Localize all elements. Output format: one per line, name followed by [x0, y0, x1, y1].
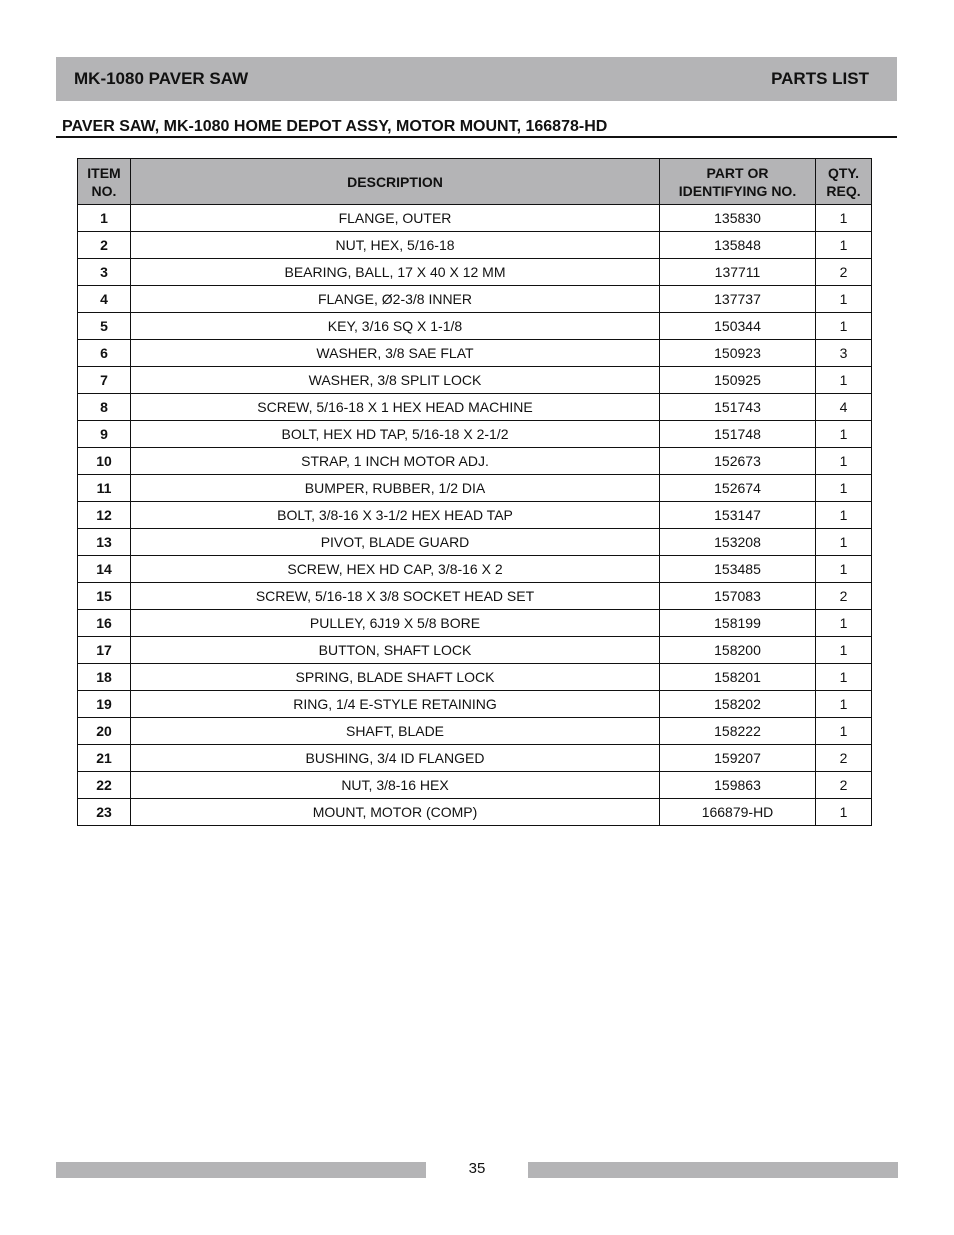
description-cell: KEY, 3/16 SQ X 1-1/8: [131, 313, 660, 340]
qty-cell: 1: [816, 718, 872, 745]
item-no-cell: 8: [78, 394, 131, 421]
item-no-cell: 6: [78, 340, 131, 367]
qty-cell: 1: [816, 799, 872, 826]
description-cell: SPRING, BLADE SHAFT LOCK: [131, 664, 660, 691]
table-row: [78, 664, 872, 691]
header-part-no: PART OR IDENTIFYING NO.: [660, 159, 816, 205]
item-no-cell: 15: [78, 583, 131, 610]
item-no-cell: 13: [78, 529, 131, 556]
item-no-cell: 11: [78, 475, 131, 502]
description-cell: STRAP, 1 INCH MOTOR ADJ.: [131, 448, 660, 475]
table-row: [78, 286, 872, 313]
item-no-cell: 16: [78, 610, 131, 637]
item-no-cell: 10: [78, 448, 131, 475]
item-no-cell: 7: [78, 367, 131, 394]
description-cell: BOLT, HEX HD TAP, 5/16-18 X 2-1/2: [131, 421, 660, 448]
item-no-cell: 23: [78, 799, 131, 826]
item-no-cell: 14: [78, 556, 131, 583]
qty-cell: 3: [816, 340, 872, 367]
description-cell: WASHER, 3/8 SAE FLAT: [131, 340, 660, 367]
header-right-title: PARTS LIST: [771, 69, 869, 88]
part-no-cell: 158201: [660, 664, 816, 691]
part-no-cell: 157083: [660, 583, 816, 610]
description-cell: SCREW, HEX HD CAP, 3/8-16 X 2: [131, 556, 660, 583]
description-cell: BUSHING, 3/4 ID FLANGED: [131, 745, 660, 772]
item-no-cell: 12: [78, 502, 131, 529]
item-no-cell: 1: [78, 205, 131, 232]
description-cell: WASHER, 3/8 SPLIT LOCK: [131, 367, 660, 394]
qty-cell: 2: [816, 772, 872, 799]
part-no-cell: 166879-HD: [660, 799, 816, 826]
part-no-cell: 150344: [660, 313, 816, 340]
parts-table: [77, 158, 872, 826]
table-header-row: [78, 159, 872, 205]
part-no-cell: 135830: [660, 205, 816, 232]
description-cell: BUTTON, SHAFT LOCK: [131, 637, 660, 664]
table-row: [78, 448, 872, 475]
table-row: [78, 367, 872, 394]
table-row: [78, 583, 872, 610]
table-row: [78, 718, 872, 745]
header-description: DESCRIPTION: [131, 159, 660, 205]
table-row: [78, 772, 872, 799]
qty-cell: 1: [816, 529, 872, 556]
footer-bar-left: [56, 1162, 426, 1178]
part-no-cell: 150925: [660, 367, 816, 394]
item-no-cell: 18: [78, 664, 131, 691]
qty-cell: 1: [816, 556, 872, 583]
header-item-no: ITEM NO.: [78, 159, 131, 205]
table-row: [78, 799, 872, 826]
header-left-title: MK-1080 PAVER SAW: [74, 69, 249, 88]
item-no-cell: 3: [78, 259, 131, 286]
part-no-cell: 135848: [660, 232, 816, 259]
table-row: [78, 556, 872, 583]
part-no-cell: 158200: [660, 637, 816, 664]
item-no-cell: 21: [78, 745, 131, 772]
qty-cell: 2: [816, 583, 872, 610]
table-row: [78, 637, 872, 664]
footer-bar-right: [528, 1162, 898, 1178]
part-no-cell: 137711: [660, 259, 816, 286]
description-cell: MOUNT, MOTOR (COMP): [131, 799, 660, 826]
part-no-cell: 159863: [660, 772, 816, 799]
table-row: [78, 529, 872, 556]
section-title: PAVER SAW, MK-1080 HOME DEPOT ASSY, MOTOR MOUNT, 166878-HD: [56, 118, 897, 138]
description-cell: RING, 1/4 E-STYLE RETAINING: [131, 691, 660, 718]
item-no-cell: 2: [78, 232, 131, 259]
description-cell: FLANGE, OUTER: [131, 205, 660, 232]
description-cell: SHAFT, BLADE: [131, 718, 660, 745]
qty-cell: 1: [816, 421, 872, 448]
qty-cell: 1: [816, 610, 872, 637]
item-no-cell: 5: [78, 313, 131, 340]
qty-cell: 1: [816, 448, 872, 475]
part-no-cell: 151748: [660, 421, 816, 448]
description-cell: PULLEY, 6J19 X 5/8 BORE: [131, 610, 660, 637]
part-no-cell: 137737: [660, 286, 816, 313]
qty-cell: 1: [816, 691, 872, 718]
description-cell: NUT, 3/8-16 HEX: [131, 772, 660, 799]
item-no-cell: 17: [78, 637, 131, 664]
page-number: 35: [468, 1160, 486, 1177]
table-row: [78, 691, 872, 718]
description-cell: BUMPER, RUBBER, 1/2 DIA: [131, 475, 660, 502]
part-no-cell: 153485: [660, 556, 816, 583]
table-row: [78, 259, 872, 286]
part-no-cell: 150923: [660, 340, 816, 367]
qty-cell: 1: [816, 502, 872, 529]
item-no-cell: 20: [78, 718, 131, 745]
item-no-cell: 22: [78, 772, 131, 799]
qty-cell: 1: [816, 367, 872, 394]
qty-cell: 1: [816, 664, 872, 691]
table-row: [78, 340, 872, 367]
item-no-cell: 9: [78, 421, 131, 448]
description-cell: SCREW, 5/16-18 X 1 HEX HEAD MACHINE: [131, 394, 660, 421]
part-no-cell: 151743: [660, 394, 816, 421]
qty-cell: 1: [816, 313, 872, 340]
part-no-cell: 152673: [660, 448, 816, 475]
table-row: [78, 610, 872, 637]
table-row: [78, 205, 872, 232]
qty-cell: 1: [816, 232, 872, 259]
qty-cell: 1: [816, 637, 872, 664]
description-cell: NUT, HEX, 5/16-18: [131, 232, 660, 259]
part-no-cell: 153147: [660, 502, 816, 529]
description-cell: FLANGE, Ø2-3/8 INNER: [131, 286, 660, 313]
item-no-cell: 4: [78, 286, 131, 313]
header-bar: [56, 57, 897, 101]
item-no-cell: 19: [78, 691, 131, 718]
qty-cell: 1: [816, 286, 872, 313]
description-cell: SCREW, 5/16-18 X 3/8 SOCKET HEAD SET: [131, 583, 660, 610]
table-row: [78, 394, 872, 421]
qty-cell: 4: [816, 394, 872, 421]
qty-cell: 1: [816, 475, 872, 502]
description-cell: PIVOT, BLADE GUARD: [131, 529, 660, 556]
table-row: [78, 745, 872, 772]
part-no-cell: 158222: [660, 718, 816, 745]
qty-cell: 2: [816, 745, 872, 772]
table-row: [78, 313, 872, 340]
header-qty: QTY. REQ.: [816, 159, 872, 205]
qty-cell: 1: [816, 205, 872, 232]
part-no-cell: 159207: [660, 745, 816, 772]
description-cell: BEARING, BALL, 17 X 40 X 12 MM: [131, 259, 660, 286]
table-row: [78, 475, 872, 502]
part-no-cell: 158202: [660, 691, 816, 718]
description-cell: BOLT, 3/8-16 X 3-1/2 HEX HEAD TAP: [131, 502, 660, 529]
table-row: [78, 232, 872, 259]
qty-cell: 2: [816, 259, 872, 286]
table-row: [78, 502, 872, 529]
table-row: [78, 421, 872, 448]
part-no-cell: 158199: [660, 610, 816, 637]
part-no-cell: 153208: [660, 529, 816, 556]
part-no-cell: 152674: [660, 475, 816, 502]
